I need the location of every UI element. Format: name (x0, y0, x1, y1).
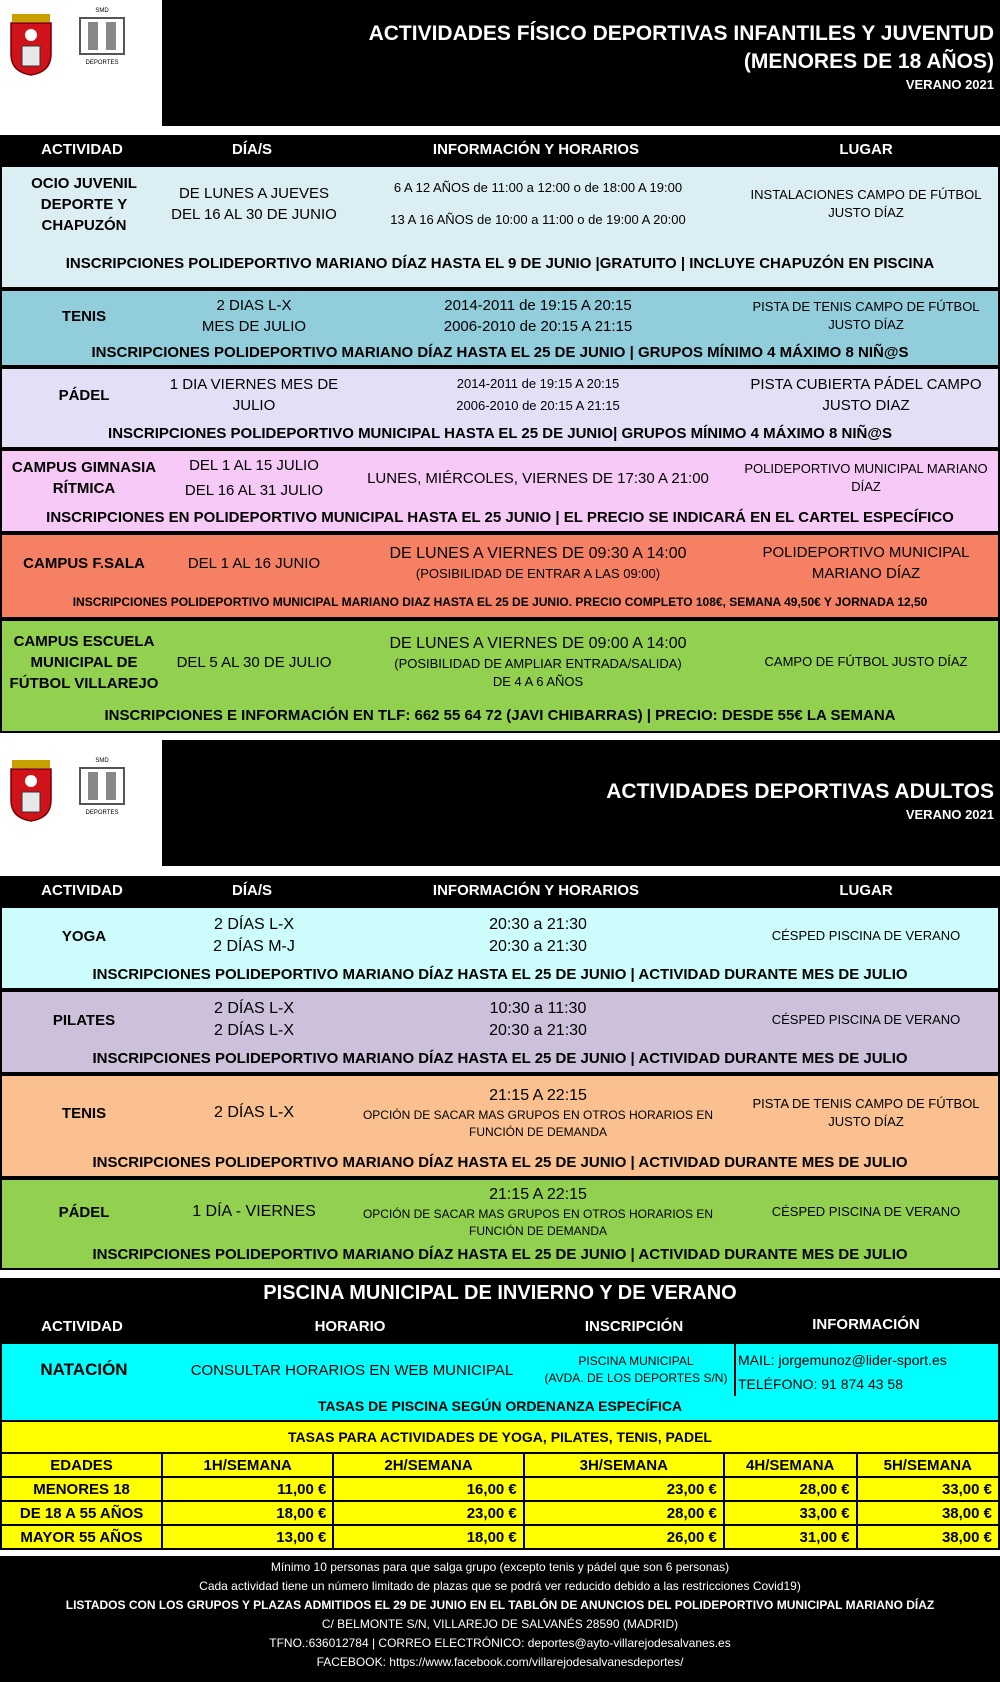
activity-place: PISTA CUBIERTA PÁDEL CAMPO JUSTO DIAZ (750, 376, 982, 414)
info-line: OPCIÓN DE SACAR MAS GRUPOS EN OTROS HORARIOS EN (362, 1207, 714, 1222)
info-line: 21:15 A 22:15 (489, 1087, 587, 1104)
info-line: OPCIÓN DE SACAR MAS GRUPOS EN OTROS HORARIOS EN (362, 1108, 714, 1123)
activity-note: INSCRIPCIONES POLIDEPORTIVO MARIANO DÍAZ HASTA EL 9 DE JUNIO |GRATUITO | INCLUYE CHAPUZÓN EN PISCINA (65, 255, 935, 272)
activity-days (166, 291, 342, 341)
header-logos (0, 0, 162, 126)
youth-title-line2: (MENORES DE 18 AÑOS) (743, 50, 994, 73)
crest-icon (8, 760, 54, 822)
col-actividad: ACTIVIDAD (41, 141, 123, 158)
crest-icon (8, 14, 54, 76)
fee-cell: 31,00 € (724, 1525, 857, 1549)
pool-col-horario: HORARIO (314, 1318, 386, 1335)
activity-place: CÉSPED PISCINA DE VERANO (771, 927, 961, 943)
info-line: FUNCIÓN DE DEMANDA (468, 1224, 607, 1239)
info-line: DE 4 A 6 AÑOS (492, 674, 584, 690)
deportes-logo (60, 754, 144, 820)
fees-col-4h: 4H/SEMANA (724, 1453, 857, 1477)
info-line: 21:15 A 22:15 (489, 1186, 587, 1203)
footer-line: Cada actividad tiene un número limitado de plazas que se podrá ver reducido debido a las restricciones Covid19) (199, 1579, 801, 1593)
info-line: 6 A 12 AÑOS de 11:00 a 12:00 o de 18:00 A 19:00 (393, 179, 683, 195)
activity-days: 1 DÍA - VIERNES (192, 1202, 316, 1220)
activity-note: INSCRIPCIONES POLIDEPORTIVO MUNICIPAL HASTA EL 25 DE JUNIO| GRUPOS MÍNIMO 4 MÁXIMO 8 NIÑ@S (108, 425, 892, 442)
pool-col-inscripcion: INSCRIPCIÓN (584, 1318, 684, 1335)
col-dias: DÍA/S (231, 141, 272, 158)
activity-name: TENIS (61, 307, 107, 325)
adult-row-padel (0, 1178, 1000, 1270)
activity-days: DEL 5 AL 30 DE JULIO (176, 653, 332, 671)
fees-header-row (1, 1453, 999, 1477)
activity-note: INSCRIPCIONES POLIDEPORTIVO MUNICIPAL MARIANO DIAZ HASTA EL 25 DE JUNIO. PRECIO COMPLETO 108€, SEMANA 49,50€ Y JORNADA 12,50 (72, 595, 928, 609)
fee-cell: 33,00 € (857, 1477, 999, 1501)
days-line: DEL 1 AL 15 JULIO (189, 457, 319, 474)
fee-cell: 23,00 € (524, 1477, 724, 1501)
activity-days (166, 451, 342, 505)
activity-info (342, 1180, 734, 1244)
activity-info (342, 291, 734, 341)
fees-col-3h: 3H/SEMANA (524, 1453, 724, 1477)
pool-title: PISCINA MUNICIPAL DE INVIERNO Y DE VERANO (263, 1282, 737, 1304)
fees-table (0, 1452, 1000, 1550)
youth-table-header (0, 135, 1000, 165)
fees-title-bar (0, 1420, 1000, 1454)
days-line: 2 DIAS L-X (216, 297, 292, 314)
footer (0, 1556, 1000, 1682)
logo-text-top: SMD (95, 8, 109, 14)
days-line: DEL 16 AL 31 JULIO (184, 482, 324, 499)
fees-col-1h: 1H/SEMANA (162, 1453, 333, 1477)
activity-note: INSCRIPCIONES POLIDEPORTIVO MARIANO DÍAZ HASTA EL 25 DE JUNIO | ACTIVIDAD DURANTE MES DE JULIO (92, 1050, 908, 1067)
pool-info (738, 1348, 947, 1396)
header-logos (0, 740, 162, 866)
pool-col-informacion: INFORMACIÓN (812, 1316, 920, 1333)
adults-title: ACTIVIDADES DEPORTIVAS ADULTOS (606, 780, 994, 803)
info-line: DE LUNES A VIERNES DE 09:00 A 14:00 (389, 634, 687, 652)
pool-header (0, 1278, 1000, 1342)
fees-title: TASAS PARA ACTIVIDADES DE YOGA, PILATES, TENIS, PADEL (288, 1429, 712, 1445)
footer-line: LISTADOS CON LOS GRUPOS Y PLAZAS ADMITIDOS EL 29 DE JUNIO EN EL TABLÓN DE ANUNCIOS DEL POLIDEPORTIVO MUNICIPAL MARIANO DÍAZ (65, 1598, 935, 1612)
pool-activity: NATACIÓN (40, 1360, 128, 1380)
youth-row-tenis (0, 289, 1000, 367)
info-line: 20:30 a 21:30 (489, 1022, 587, 1039)
fees-col-edades: EDADES (1, 1453, 162, 1477)
activity-note: INSCRIPCIONES POLIDEPORTIVO MARIANO DÍAZ HASTA EL 25 DE JUNIO | ACTIVIDAD DURANTE MES DE JULIO (92, 1154, 908, 1171)
youth-row-fsala (0, 533, 1000, 619)
youth-row-escuela (0, 619, 1000, 733)
days-line: 2 DÍAS L-X (213, 915, 295, 933)
activity-note: INSCRIPCIONES EN POLIDEPORTIVO MUNICIPAL HASTA EL 25 JUNIO | EL PRECIO SE INDICARÁ EN EL CARTEL ESPECÍFICO (46, 509, 954, 526)
activity-info (342, 992, 734, 1048)
adult-row-pilates (0, 990, 1000, 1074)
pool-divider (734, 1344, 736, 1396)
table-row (1, 1525, 999, 1549)
activity-place: CAMPO DE FÚTBOL JUSTO DÍAZ (764, 653, 968, 669)
days-line: MES DE JULIO (201, 318, 307, 335)
youth-season: VERANO 2021 (905, 77, 994, 92)
activity-note: INSCRIPCIONES POLIDEPORTIVO MARIANO DÍAZ HASTA EL 25 DE JUNIO | ACTIVIDAD DURANTE MES DE JULIO (92, 1246, 908, 1263)
activity-place: PISTA DE TENIS CAMPO DE FÚTBOL JUSTO DÍAZ (752, 298, 980, 332)
activity-name: PÁDEL (58, 386, 110, 404)
activity-days: 2 DÍAS L-X (213, 1103, 295, 1121)
table-row (1, 1501, 999, 1525)
activity-days (166, 369, 342, 421)
info-line: (POSIBILIDAD DE ENTRAR A LAS 09:00) (415, 566, 661, 582)
activity-place: CÉSPED PISCINA DE VERANO (771, 1203, 961, 1219)
fees-col-5h: 5H/SEMANA (857, 1453, 999, 1477)
col-actividad: ACTIVIDAD (41, 882, 123, 899)
activity-name: CAMPUS ESCUELA MUNICIPAL DE FÚTBOL VILLAREJO (9, 632, 159, 692)
col-lugar: LUGAR (839, 141, 893, 158)
fee-cell: 26,00 € (524, 1525, 724, 1549)
pool-phone: TELÉFONO: 91 874 43 58 (738, 1376, 903, 1392)
days-line: DE LUNES A JUEVES (178, 185, 330, 202)
youth-row-gimnasia (0, 449, 1000, 533)
fee-cell: 18,00 € (333, 1525, 523, 1549)
activity-name: PILATES (52, 1011, 116, 1029)
pool-schedule: CONSULTAR HORARIOS EN WEB MUNICIPAL (190, 1361, 514, 1379)
fees-col-2h: 2H/SEMANA (333, 1453, 523, 1477)
fee-age: MAYOR 55 AÑOS (1, 1525, 162, 1549)
info-line: 2014-2011 de 19:15 A 20:15 (444, 297, 632, 314)
logo-text-bottom: DEPORTES (85, 60, 119, 66)
registration-line: PISCINA MUNICIPAL (578, 1354, 694, 1369)
adults-header (162, 740, 1000, 866)
activity-days: DEL 1 AL 16 JUNIO (187, 554, 321, 572)
activity-days (166, 167, 342, 241)
activity-info (342, 908, 734, 964)
fee-cell: 11,00 € (162, 1477, 333, 1501)
activity-place: PISTA DE TENIS CAMPO DE FÚTBOL JUSTO DÍAZ (752, 1095, 980, 1129)
youth-row-ocio (0, 165, 1000, 289)
activity-info (342, 167, 734, 241)
info-line: 20:30 a 21:30 (489, 915, 587, 933)
activity-info (342, 535, 734, 591)
days-line: 2 DÍAS M-J (213, 938, 295, 955)
activity-name: YOGA (61, 927, 107, 945)
logo-text-bottom: DEPORTES (85, 810, 119, 816)
activity-info (342, 369, 734, 421)
activity-info (342, 1076, 734, 1150)
info-line: 2014-2011 de 19:15 A 20:15 (456, 375, 620, 391)
info-line: 10:30 a 11:30 (489, 999, 587, 1017)
info-line: 2006-2010 de 20:15 A 21:15 (456, 398, 620, 413)
fee-cell: 18,00 € (162, 1501, 333, 1525)
days-line: 2 DÍAS L-X (213, 999, 295, 1017)
col-info: INFORMACIÓN Y HORARIOS (432, 882, 640, 899)
activity-place: POLIDEPORTIVO MUNICIPAL MARIANO DÍAZ (762, 544, 970, 582)
info-line: DE LUNES A VIERNES DE 09:30 A 14:00 (389, 544, 687, 562)
pool-mail: MAIL: jorgemunoz@lider-sport.es (738, 1352, 947, 1368)
fee-cell: 16,00 € (333, 1477, 523, 1501)
fee-cell: 28,00 € (724, 1477, 857, 1501)
activity-info: LUNES, MIÉRCOLES, VIERNES DE 17:30 A 21:00 (367, 469, 709, 487)
adults-table-header (0, 876, 1000, 906)
col-lugar: LUGAR (839, 882, 893, 899)
deportes-logo (60, 4, 144, 70)
info-line: 2006-2010 de 20:15 A 21:15 (443, 318, 633, 335)
activity-name: CAMPUS GIMNASIA RÍTMICA (11, 459, 157, 497)
footer-line: C/ BELMONTE S/N, VILLAREJO DE SALVANÉS 28590 (MADRID) (321, 1617, 679, 1631)
activity-name: OCIO JUVENIL DEPORTE Y CHAPUZÓN (31, 174, 137, 234)
fee-cell: 33,00 € (724, 1501, 857, 1525)
registration-line: (AVDA. DE LOS DEPORTES S/N) (544, 1371, 728, 1385)
youth-header (162, 0, 1000, 126)
footer-line[interactable]: FACEBOOK: https://www.facebook.com/villarejodesalvanesdeportes/ (316, 1655, 684, 1669)
info-line: FUNCIÓN DE DEMANDA (468, 1125, 607, 1140)
info-line: 13 A 16 AÑOS de 10:00 a 11:00 o de 19:00 A 20:00 (390, 212, 686, 227)
days-line: 1 DIA VIERNES MES DE (169, 376, 339, 393)
days-line: 2 DÍAS L-X (213, 1022, 295, 1039)
pool-note: TASAS DE PISCINA SEGÚN ORDENANZA ESPECÍFICA (317, 1398, 683, 1414)
activity-note: INSCRIPCIONES POLIDEPORTIVO MARIANO DÍAZ HASTA EL 25 DE JUNIO | ACTIVIDAD DURANTE MES DE JULIO (92, 966, 908, 983)
fee-cell: 13,00 € (162, 1525, 333, 1549)
footer-line: Mínimo 10 personas para que salga grupo (excepto tenis y pádel que son 6 personas) (270, 1560, 730, 1574)
fee-cell: 38,00 € (857, 1501, 999, 1525)
activity-info (342, 621, 734, 703)
adults-season: VERANO 2021 (905, 807, 994, 822)
activity-days (166, 992, 342, 1048)
youth-row-padel (0, 367, 1000, 449)
activity-name: TENIS (61, 1104, 107, 1122)
pool-col-actividad: ACTIVIDAD (41, 1318, 123, 1335)
fee-cell: 28,00 € (524, 1501, 724, 1525)
days-line: JULIO (232, 397, 276, 414)
footer-line[interactable]: TFNO.:636012784 | CORREO ELECTRÓNICO: deportes@ayto-villarejodesalvanes.es (269, 1636, 731, 1650)
activity-place: INSTALACIONES CAMPO DE FÚTBOL JUSTO DÍAZ (750, 186, 982, 220)
youth-title-line1: ACTIVIDADES FÍSICO DEPORTIVAS INFANTILES Y JUVENTUD (368, 22, 994, 45)
activity-note: INSCRIPCIONES E INFORMACIÓN EN TLF: 662 55 64 72 (JAVI CHIBARRAS) | PRECIO: DESDE 55€ LA SEMANA (104, 707, 896, 724)
days-line: DEL 16 AL 30 DE JUNIO (171, 206, 337, 223)
pool-registration (538, 1344, 734, 1396)
adult-row-tenis (0, 1074, 1000, 1178)
adult-row-yoga (0, 906, 1000, 990)
pool-row-natacion (0, 1342, 1000, 1422)
info-line: 20:30 a 21:30 (489, 938, 587, 955)
fee-cell: 23,00 € (333, 1501, 523, 1525)
logo-text-top: SMD (95, 758, 109, 764)
activity-days (166, 908, 342, 964)
activity-note: INSCRIPCIONES POLIDEPORTIVO MARIANO DÍAZ HASTA EL 25 DE JUNIO | GRUPOS MÍNIMO 4 MÁXIMO 8 NIÑ@S (91, 344, 909, 361)
activity-place: CÉSPED PISCINA DE VERANO (771, 1011, 961, 1027)
fee-age: DE 18 A 55 AÑOS (1, 1501, 162, 1525)
col-dias: DÍA/S (231, 882, 272, 899)
fee-age: MENORES 18 (1, 1477, 162, 1501)
col-info: INFORMACIÓN Y HORARIOS (432, 141, 640, 158)
table-row (1, 1477, 999, 1501)
activity-name: PÁDEL (58, 1203, 110, 1221)
fee-cell: 38,00 € (857, 1525, 999, 1549)
activity-name: CAMPUS F.SALA (23, 554, 145, 572)
activity-place: POLIDEPORTIVO MUNICIPAL MARIANO DÍAZ (744, 460, 988, 494)
info-line: (POSIBILIDAD DE AMPLIAR ENTRADA/SALIDA) (394, 656, 682, 671)
